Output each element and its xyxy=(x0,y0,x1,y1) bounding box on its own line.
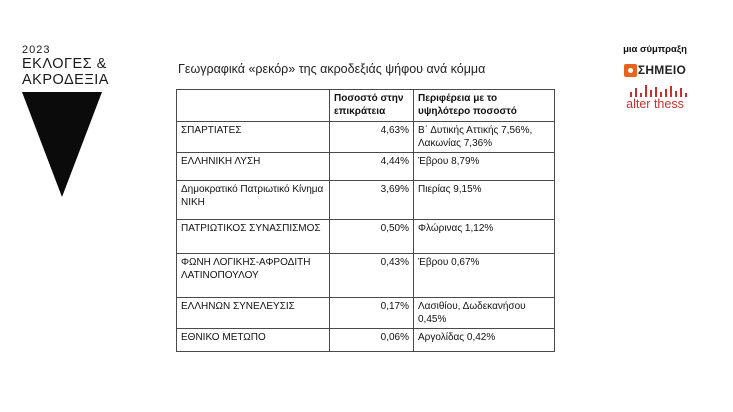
national-share: 3,69% xyxy=(330,181,414,220)
brand-year: 2023 xyxy=(22,44,51,56)
national-share: 0,17% xyxy=(330,298,414,329)
national-share: 4,44% xyxy=(330,153,414,181)
party-name: ΦΩΝΗ ΛΟΓΙΚΗΣ-ΑΦΡΟΔΙΤΗ ΛΑΤΙΝΟΠΟΥΛΟΥ xyxy=(177,254,330,298)
table-header-row xyxy=(177,90,555,122)
brand-logo xyxy=(22,44,112,88)
table-row xyxy=(177,181,555,220)
table-row xyxy=(177,220,555,254)
header-party xyxy=(177,90,330,122)
top-region: Φλώρινας 1,12% xyxy=(414,220,555,254)
national-share: 0,06% xyxy=(330,329,414,352)
top-region: Β΄ Δυτικής Αττικής 7,56%, Λακωνίας 7,36% xyxy=(414,122,555,153)
party-name: ΕΘΝΙΚΟ ΜΕΤΩΠΟ xyxy=(177,329,330,352)
partnership-label: μια σύμπραξη xyxy=(623,44,687,55)
party-name: ΣΠΑΡΤΙΑΤΕΣ xyxy=(177,122,330,153)
header-top-region: Περιφέρεια με το υψηλότερο ποσοστό xyxy=(414,90,555,122)
table-row xyxy=(177,298,555,329)
national-share: 0,43% xyxy=(330,254,414,298)
top-region: Λασιθίου, Δωδεκανήσου 0,45% xyxy=(414,298,555,329)
party-name: ΕΛΛΗΝΙΚΗ ΛΥΣΗ xyxy=(177,153,330,181)
top-region: Έβρου 8,79% xyxy=(414,153,555,181)
partners-block xyxy=(600,44,710,115)
party-name: ΕΛΛΗΝΩΝ ΣΥΝΕΛΕΥΣΙΣ xyxy=(177,298,330,329)
table-row xyxy=(177,153,555,181)
page-subtitle: Γεωγραφικά «ρεκόρ» της ακροδεξιάς ψήφου ανά κόμμα xyxy=(178,62,486,76)
table-row xyxy=(177,254,555,298)
brand-title-line2: ΑΚΡΟΔΕΞΙΑ xyxy=(22,72,109,88)
brand-title-line1: ΕΚΛΟΓΕΣ & xyxy=(22,56,107,72)
triangle-icon xyxy=(22,92,102,197)
simeio-mark-icon xyxy=(624,64,637,77)
party-name: ΠΑΤΡΙΩΤΙΚΟΣ ΣΥΝΑΣΠΙΣΜΟΣ xyxy=(177,220,330,254)
table-row xyxy=(177,329,555,352)
national-share: 0,50% xyxy=(330,220,414,254)
header-national-share: Ποσοστό στην επικράτεια xyxy=(330,90,414,122)
top-region: Αργολίδας 0,42% xyxy=(414,329,555,352)
simeio-wordmark: ΣΗΜΕΙΟ xyxy=(637,63,687,77)
simeio-logo xyxy=(600,63,710,77)
party-name: Δημοκρατικό Πατριωτικό Κίνημα ΝΙΚΗ xyxy=(177,181,330,220)
equalizer-icon xyxy=(630,83,687,97)
records-table xyxy=(176,89,555,352)
table-row xyxy=(177,122,555,153)
top-region: Πιερίας 9,15% xyxy=(414,181,555,220)
alter-thess-logo xyxy=(600,83,710,115)
top-region: Έβρου 0,67% xyxy=(414,254,555,298)
national-share: 4,63% xyxy=(330,122,414,153)
alter-thess-wordmark: alter thess xyxy=(626,97,684,111)
